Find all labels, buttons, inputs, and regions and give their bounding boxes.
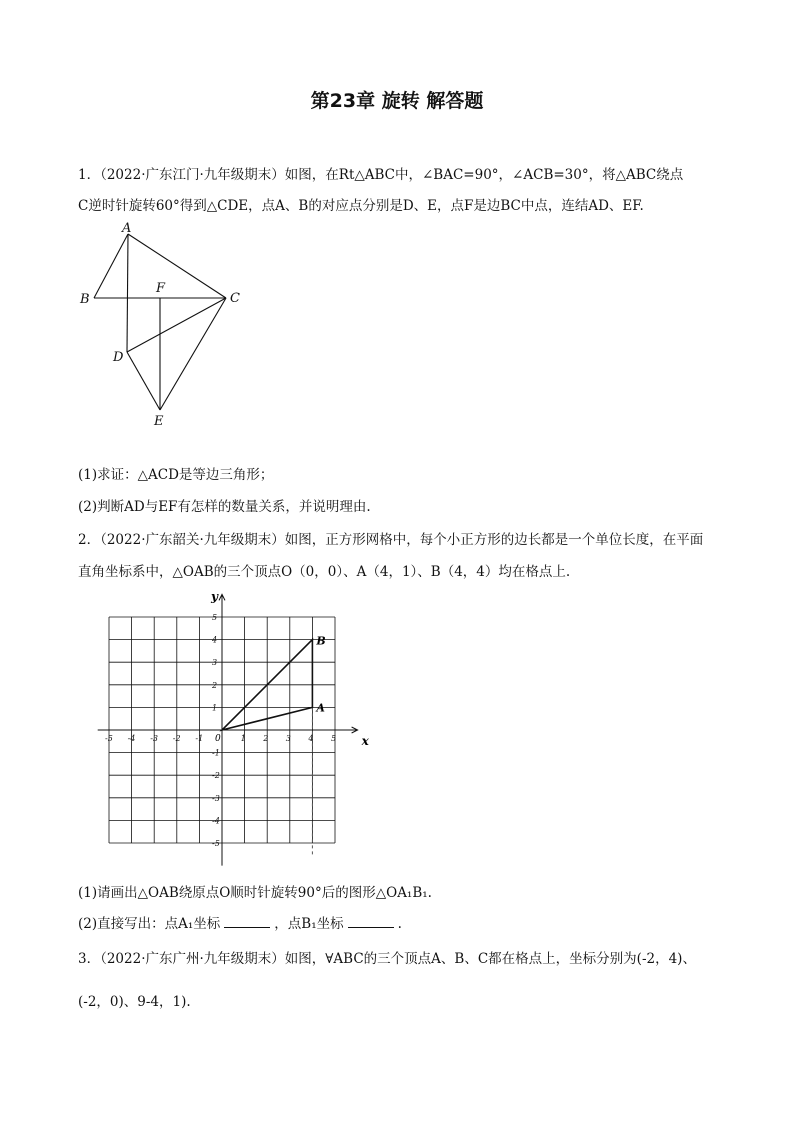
y-tick-label: -1	[212, 748, 220, 758]
point-a-label: A	[316, 701, 325, 715]
x-tick-label: -3	[150, 734, 158, 743]
q2-text-line-2: 直角坐标系中，△OAB的三个顶点O（0，0）、A（4，1）、B（4，4）均在格点上.	[78, 564, 571, 580]
x-tick-label: -2	[172, 734, 181, 743]
q1-text-line-1: 1．（2022·广东江门·九年级期末）如图，在Rt△ABC中，∠BAC=90°，∠ACB=30°，将△ABC绕点	[78, 167, 684, 183]
segment-dc	[127, 298, 226, 352]
x-tick-label: 5	[331, 734, 337, 743]
y-tick-label: 3	[212, 658, 218, 668]
q3-text-line-2: (-2，0)、9-4，1).	[78, 994, 191, 1010]
q1-sub-question-1: (1)求证：△ACD是等边三角形；	[78, 467, 274, 483]
axis-y-label: y	[211, 590, 218, 604]
label-c: C	[230, 291, 240, 306]
q2-sub2-part-a: (2)直接写出：点A₁坐标	[78, 916, 221, 932]
y-tick-label: 1	[212, 703, 218, 713]
y-tick-label: -4	[212, 816, 220, 826]
q1-sub-question-2: (2)判断AD与EF有怎样的数量关系，并说明理由.	[78, 499, 371, 515]
point-b-label: B	[316, 634, 326, 648]
q2-coordinate-grid	[90, 590, 380, 870]
x-tick-label: 3	[285, 734, 291, 743]
x-tick-label: -4	[127, 734, 136, 743]
x-tick-label: 2	[263, 734, 269, 743]
segment-ce	[160, 298, 226, 410]
axis-x-label: x	[361, 734, 369, 748]
label-e: E	[154, 414, 164, 429]
q1-figure	[78, 222, 258, 432]
x-tick-label: 1	[240, 734, 246, 743]
x-tick-label: -1	[195, 734, 204, 743]
label-a: A	[122, 222, 132, 236]
label-f: F	[156, 281, 166, 296]
y-tick-label: 2	[212, 680, 218, 690]
segment-ac	[128, 234, 226, 298]
segment-ab	[94, 234, 128, 298]
q2-text-line-1: 2．（2022·广东韶关·九年级期末）如图，正方形网格中，每个小正方形的边长都是一个单位长度，在平面	[78, 532, 704, 548]
q2-sub-question-1: (1)请画出△OAB绕原点O顺时针旋转90°后的图形△OA₁B₁.	[78, 885, 432, 901]
x-tick-label: 4	[308, 734, 314, 743]
segment-ad	[127, 234, 128, 352]
x-tick-label: -5	[105, 734, 113, 743]
q2-sub2-part-b: ，点B₁坐标	[274, 916, 344, 932]
q1-text-line-2: C逆时针旋转60°得到△CDE，点A、B的对应点分别是D、E，点F是边BC中点，连结AD、EF.	[78, 198, 644, 214]
answer-blank-a1[interactable]	[224, 915, 270, 928]
y-tick-label: -2	[212, 771, 220, 781]
q3-text-line-1: 3．（2022·广东广州·九年级期末）如图，∀ABC的三个顶点A、B、C都在格点上，坐标分别为(-2，4)、	[78, 951, 696, 967]
y-tick-label: 4	[212, 635, 218, 645]
y-tick-label: 5	[212, 613, 218, 622]
page-title: 第23章 旋转 解答题	[310, 90, 484, 112]
y-tick-label: -5	[212, 839, 220, 848]
segment-de	[127, 352, 160, 410]
q2-sub-question-2	[78, 915, 402, 933]
y-tick-label: -3	[212, 793, 220, 803]
label-b: B	[80, 292, 90, 307]
label-d: D	[113, 350, 124, 365]
q2-sub2-part-c: .	[397, 916, 402, 932]
answer-blank-b1[interactable]	[348, 915, 394, 928]
origin-label: 0	[215, 734, 221, 744]
